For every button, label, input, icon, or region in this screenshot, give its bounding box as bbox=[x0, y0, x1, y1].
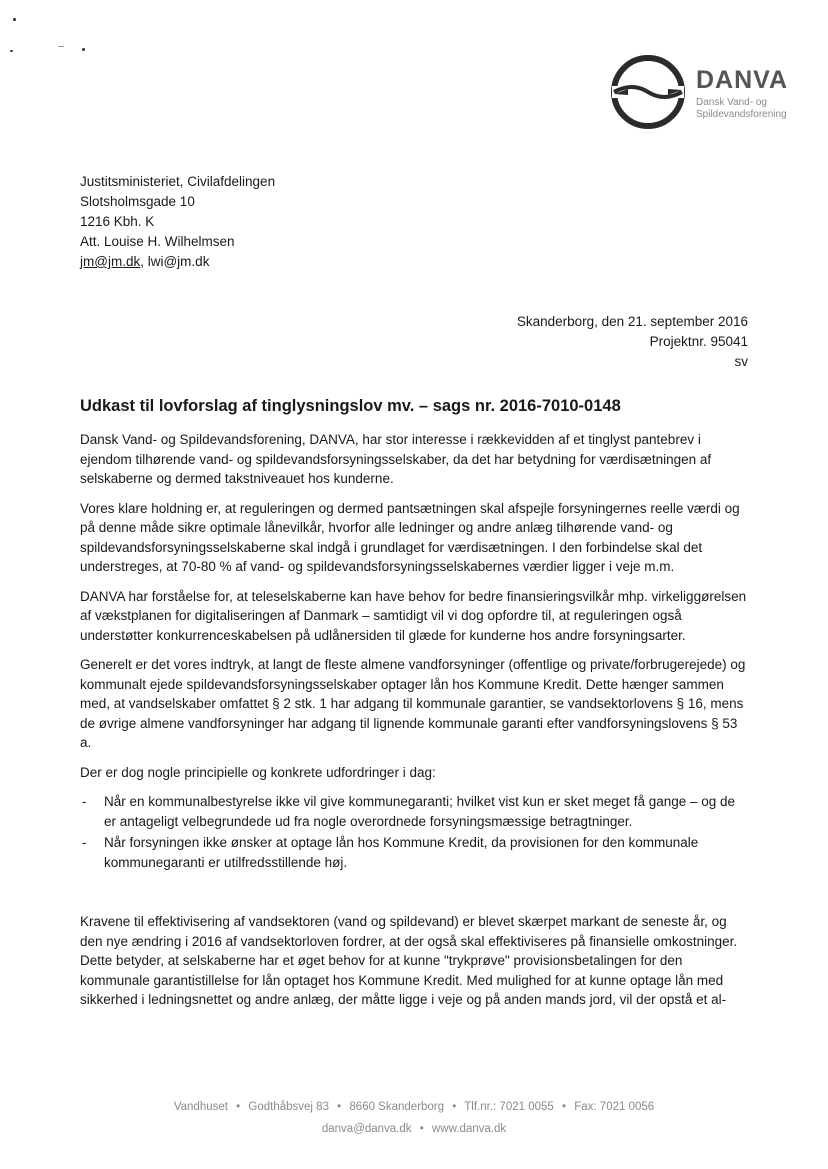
footer-address-line bbox=[0, 1096, 828, 1118]
paragraph: Vores klare holdning er, at reguleringen og dermed pantsætningen skal afspejle forsyningernes reelle værdi og på denne måde sikre optimale lånevilkår, hvorfor alle ledninger og andre anlæg tilhørende vand- og spildevandsforsyningsselskaberne skal indgå i grundlaget for værdisætningen. I den forbindelse skal det understreges, at 70-80 % af vand- og spildevandsforsyningsselskabernes værdier ligger i veje m.m. bbox=[80, 500, 740, 574]
paragraph: Kravene til effektivisering af vandsektoren (vand og spildevand) er blevet skærpet markant de seneste år, og den nye ændring i 2016 af vandsektorloven fordrer, at der også skal effektiviseres på finansielle omkostninger. Dette betyder, at selskaberne har et øget behov for at kunne "trykprøve" provisionsbetalingen for den kommunale garantistillelse for lån optaget hos Kommune Kredit. Med mulighed for at kunne optage lån med sikkerhed i ledningsnettet og andre anlæg, der måtte ligge i veje og på anden mands jord, vil der opstå et al- bbox=[80, 914, 738, 1007]
logo-subtitle-line2: Spildevandsforening bbox=[696, 109, 787, 120]
challenge-list bbox=[80, 792, 750, 872]
logo-subtitle bbox=[696, 97, 787, 121]
place-date: Skanderborg, den 21. september 2016 bbox=[516, 314, 748, 329]
logo-wordmark: DANVA bbox=[696, 66, 789, 94]
address-line: Slotsholmsgade 10 bbox=[80, 194, 195, 209]
danva-logo-icon bbox=[608, 52, 688, 132]
footer-item: Vandhuset bbox=[173, 1101, 228, 1113]
letter-subject: Udkast til lovforslag af tinglysningslov mv. – sags nr. 2016-7010-0148 bbox=[80, 397, 621, 415]
email-separator: , bbox=[140, 254, 144, 269]
footer-web-link[interactable]: www.danva.dk bbox=[431, 1123, 507, 1135]
letter-body bbox=[80, 430, 750, 1020]
address-emails bbox=[80, 252, 275, 272]
danva-logo bbox=[608, 52, 798, 132]
footer-contact-line bbox=[0, 1118, 828, 1140]
paragraph: Generelt er det vores indtryk, at langt de fleste almene vandforsyninger (offentlige og private/forbrugerejede) og kommunalt ejede spildevandsforsyningsselskaber optager lån hos Kommune Kredit. Dette hænger sammen med, at vandselskaber omfattet § 2 stk. 1 har adgang til kommunale garantier, se vandsektorlovens § 16, mens de øvrige almene vandforsyninger har adgang til lignende kommunale garanti efter vandforsyningslovens § 53 a. bbox=[80, 657, 746, 750]
scan-speck bbox=[13, 18, 16, 21]
paragraph: DANVA har forståelse for, at teleselskaberne kan have behov for bedre finansieringsvilkår mhp. virkeliggørelsen af vækstplanen for digitaliseringen af Danmark – samtidigt vil vi dog opfordre til, at reguleringen også understøtter konkurrenceskabelsen på udlånersiden til glæde for kunderne hos andre forsyningsarter. bbox=[80, 588, 747, 643]
list-item-text: Når en kommunalbestyrelse ikke vil give kommunegaranti; hvilket vist kun er sket meget få gange – og de er antageligt velbegrundede ud fra nogle overordnede forsyningsmæssige betragtninger. bbox=[104, 794, 736, 829]
footer-item: Godthåbsvej 83 bbox=[248, 1101, 329, 1113]
list-item bbox=[80, 792, 750, 831]
scan-speck bbox=[10, 50, 13, 52]
paragraph: Der er dog nogle principielle og konkrete udfordringer i dag: bbox=[80, 764, 436, 780]
letter-footer bbox=[0, 1096, 828, 1140]
address-line: 1216 Kbh. K bbox=[80, 214, 155, 229]
address-line: Att. Louise H. Wilhelmsen bbox=[80, 234, 235, 249]
footer-bullet: • bbox=[337, 1101, 342, 1113]
footer-bullet: • bbox=[236, 1101, 241, 1113]
recipient-address bbox=[80, 172, 275, 272]
list-item bbox=[80, 833, 750, 872]
footer-email-link[interactable]: danva@danva.dk bbox=[321, 1123, 412, 1135]
email-lwi: lwi@jm.dk bbox=[147, 254, 210, 269]
initials: sv bbox=[734, 354, 748, 369]
footer-bullet: • bbox=[419, 1123, 424, 1135]
list-dash: - bbox=[82, 835, 87, 850]
footer-item: Tlf.nr.: 7021 0055 bbox=[464, 1101, 554, 1113]
email-link-jm[interactable]: jm@jm.dk bbox=[80, 254, 141, 269]
logo-subtitle-line1: Dansk Vand- og bbox=[696, 97, 767, 108]
date-block bbox=[517, 312, 748, 372]
address-line: Justitsministeriet, Civilafdelingen bbox=[80, 174, 276, 189]
project-number: Projektnr. 95041 bbox=[649, 334, 748, 349]
footer-bullet: • bbox=[562, 1101, 567, 1113]
paragraph: Dansk Vand- og Spildevandsforening, DANVA, har stor interesse i rækkevidden af et tinglyst pantebrev i ejendom tilhørende vand- og spildevandsforsyningsselskaber, da det har betydning for værdisætningen af selskaberne og dermed takstniveauet hos kunderne. bbox=[80, 432, 712, 486]
footer-bullet: • bbox=[452, 1101, 457, 1113]
scan-speck bbox=[82, 48, 85, 51]
footer-item: 8660 Skanderborg bbox=[349, 1101, 445, 1113]
list-dash: - bbox=[82, 794, 87, 809]
scan-speck bbox=[58, 46, 64, 47]
list-item-text: Når forsyningen ikke ønsker at optage lån hos Kommune Kredit, da provisionen for den kommunale kommunegaranti er utilfredsstillende høj. bbox=[104, 835, 699, 870]
footer-item: Fax: 7021 0056 bbox=[574, 1101, 655, 1113]
